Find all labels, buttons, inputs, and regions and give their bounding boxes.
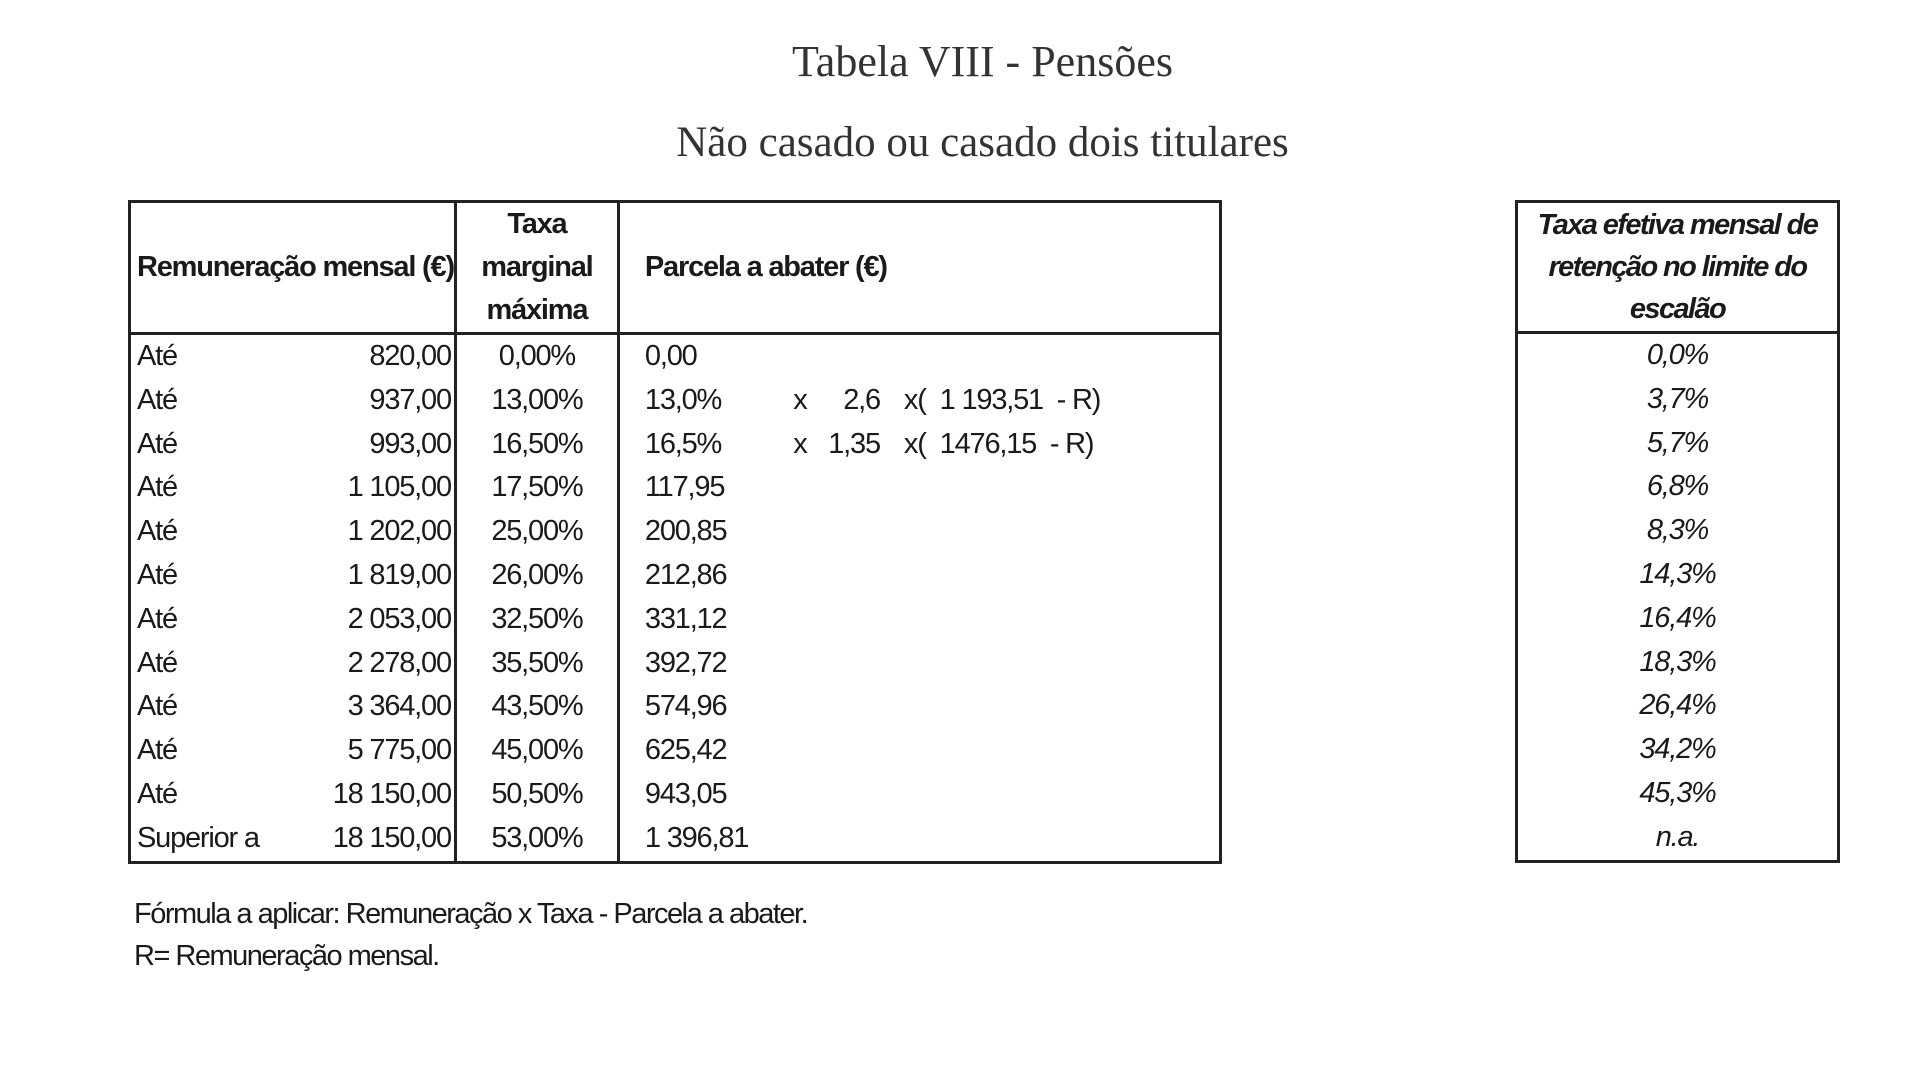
table-header-row	[130, 202, 1221, 334]
row-parcela: 200,85	[618, 510, 785, 554]
header-remuneracao: Remuneração mensal (€)	[130, 202, 456, 334]
row-label: Até	[137, 383, 177, 416]
row-taxa: 50,50%	[455, 773, 618, 817]
row-parcela: 0,00	[618, 334, 785, 379]
row-parcela: 1 396,81	[618, 817, 785, 862]
row-formula-rest: 1476,15 - R)	[939, 427, 1094, 460]
row-formula	[880, 817, 1221, 862]
header-parcela: Parcela a abater (€)	[618, 202, 1220, 334]
row-formula	[880, 379, 1221, 423]
row-taxa: 16,50%	[455, 423, 618, 467]
row-taxa: 17,50%	[455, 466, 618, 510]
table-row	[130, 334, 1221, 379]
effective-row	[1517, 333, 1839, 378]
row-formula	[880, 685, 1221, 729]
row-label: Até	[137, 340, 177, 372]
effective-header-row	[1517, 202, 1839, 333]
row-taxa: 53,00%	[455, 817, 618, 862]
r-definition-note: R= Remuneração mensal.	[134, 940, 439, 972]
row-times-2: x(	[903, 383, 926, 416]
row-remuneracao: 993,00	[369, 427, 451, 460]
row-label: Até	[137, 602, 177, 635]
row-times-1	[785, 773, 815, 817]
table-row	[130, 466, 1221, 510]
table-row	[130, 817, 1221, 862]
row-remuneracao: 18 150,00	[332, 821, 451, 854]
table-row	[130, 598, 1221, 642]
table-row	[130, 554, 1221, 598]
row-remuneracao: 820,00	[369, 340, 451, 372]
row-multiplier	[815, 817, 880, 862]
row-multiplier	[815, 510, 880, 554]
effective-row	[1517, 684, 1839, 728]
effective-row	[1517, 422, 1839, 466]
row-multiplier	[815, 598, 880, 642]
row-times-1	[785, 642, 815, 686]
row-label: Até	[137, 515, 177, 548]
row-parcela: 331,12	[618, 598, 785, 642]
row-multiplier	[815, 554, 880, 598]
row-multiplier: 2,6	[843, 383, 880, 416]
row-formula	[880, 423, 1221, 467]
row-times-1	[785, 510, 815, 554]
table-row	[130, 423, 1221, 467]
row-remuneracao: 18 150,00	[332, 777, 451, 810]
effective-row	[1517, 816, 1839, 861]
effective-row	[1517, 509, 1839, 553]
row-label: Superior a	[137, 821, 259, 854]
header-taxa	[455, 202, 618, 334]
effective-rate-value: 0,0%	[1646, 339, 1709, 371]
row-taxa: 45,00%	[455, 729, 618, 773]
row-formula	[880, 466, 1221, 510]
table-title: Tabela VIII - Pensões	[792, 37, 1173, 86]
header-effective-rate	[1517, 202, 1839, 333]
row-remuneracao: 937,00	[369, 383, 451, 416]
header-effective-line2: retenção no limite do	[1548, 251, 1807, 283]
effective-rate-value: 34,2%	[1639, 733, 1716, 766]
table-subtitle: Não casado ou casado dois titulares	[676, 119, 1289, 166]
row-parcela: 943,05	[618, 773, 785, 817]
row-remuneracao: 5 775,00	[347, 734, 451, 767]
row-remuneracao: 1 819,00	[347, 558, 451, 591]
row-times-2: x(	[903, 427, 926, 460]
effective-row	[1517, 465, 1839, 509]
row-formula	[880, 334, 1221, 379]
row-times-1	[785, 817, 815, 862]
row-times-1	[785, 598, 815, 642]
row-taxa: 32,50%	[455, 598, 618, 642]
row-taxa: 35,50%	[455, 642, 618, 686]
row-parcela: 574,96	[618, 685, 785, 729]
row-multiplier	[815, 466, 880, 510]
effective-row	[1517, 641, 1839, 685]
row-remuneracao: 2 278,00	[347, 646, 451, 679]
row-taxa: 25,00%	[455, 510, 618, 554]
table-row	[130, 685, 1221, 729]
row-multiplier	[815, 773, 880, 817]
formula-note: Fórmula a aplicar: Remuneração x Taxa - Parcela a abater.	[134, 898, 808, 930]
row-formula	[880, 554, 1221, 598]
row-multiplier	[815, 729, 880, 773]
row-parcela: 392,72	[618, 642, 785, 686]
row-label: Até	[137, 558, 177, 591]
row-times-1	[785, 554, 815, 598]
header-taxa-line1: Taxa	[507, 208, 567, 240]
row-remuneracao: 2 053,00	[347, 602, 451, 635]
row-label: Até	[137, 734, 177, 767]
header-effective-line1: Taxa efetiva mensal de	[1537, 209, 1818, 241]
withholding-table	[128, 200, 1222, 864]
row-times-1: x	[793, 427, 807, 460]
row-formula	[880, 642, 1221, 686]
row-label: Até	[137, 427, 177, 460]
table-row	[130, 729, 1221, 773]
row-label: Até	[137, 646, 177, 679]
table-row	[130, 379, 1221, 423]
row-parcela: 16,5%	[618, 423, 785, 467]
row-parcela: 212,86	[618, 554, 785, 598]
effective-rate-value: 3,7%	[1646, 382, 1709, 415]
row-times-1	[785, 685, 815, 729]
row-remuneracao: 1 202,00	[347, 515, 451, 548]
table-row	[130, 773, 1221, 817]
row-taxa: 26,00%	[455, 554, 618, 598]
header-taxa-line3: máxima	[486, 294, 588, 326]
row-remuneracao: 1 105,00	[347, 471, 451, 504]
effective-rate-value: 26,4%	[1639, 689, 1716, 722]
row-multiplier	[815, 685, 880, 729]
row-times-1	[785, 334, 815, 379]
row-taxa: 0,00%	[455, 334, 618, 379]
row-formula	[880, 773, 1221, 817]
row-formula	[880, 510, 1221, 554]
effective-rate-value: 45,3%	[1639, 776, 1716, 809]
row-multiplier: 1,35	[828, 427, 880, 460]
header-effective-line3: escalão	[1629, 293, 1726, 325]
row-label: Até	[137, 471, 177, 504]
effective-rate-value: 6,8%	[1646, 470, 1709, 503]
effective-row	[1517, 553, 1839, 597]
row-formula-rest: 1 193,51 - R)	[939, 383, 1101, 416]
effective-rate-value: 8,3%	[1646, 514, 1709, 547]
row-remuneracao: 3 364,00	[347, 690, 451, 723]
row-multiplier	[815, 642, 880, 686]
effective-rate-value: n.a.	[1655, 820, 1700, 853]
effective-rate-value: 16,4%	[1639, 601, 1716, 634]
row-taxa: 43,50%	[455, 685, 618, 729]
effective-rate-value: 14,3%	[1639, 557, 1716, 590]
header-taxa-line2: marginal	[481, 251, 593, 283]
effective-rate-value: 18,3%	[1639, 645, 1716, 678]
effective-rate-table	[1515, 200, 1840, 863]
effective-row	[1517, 597, 1839, 641]
effective-row	[1517, 728, 1839, 772]
row-taxa: 13,00%	[455, 379, 618, 423]
row-multiplier	[815, 334, 880, 379]
row-parcela: 13,0%	[618, 379, 785, 423]
row-formula	[880, 598, 1221, 642]
table-row	[130, 510, 1221, 554]
table-row	[130, 642, 1221, 686]
effective-row	[1517, 772, 1839, 816]
row-label: Até	[137, 690, 177, 723]
row-times-1: x	[793, 383, 807, 416]
row-parcela: 625,42	[618, 729, 785, 773]
row-label: Até	[137, 777, 177, 810]
effective-rate-value: 5,7%	[1646, 426, 1709, 459]
row-formula	[880, 729, 1221, 773]
row-times-1	[785, 729, 815, 773]
row-parcela: 117,95	[618, 466, 785, 510]
effective-row	[1517, 378, 1839, 422]
row-times-1	[785, 466, 815, 510]
